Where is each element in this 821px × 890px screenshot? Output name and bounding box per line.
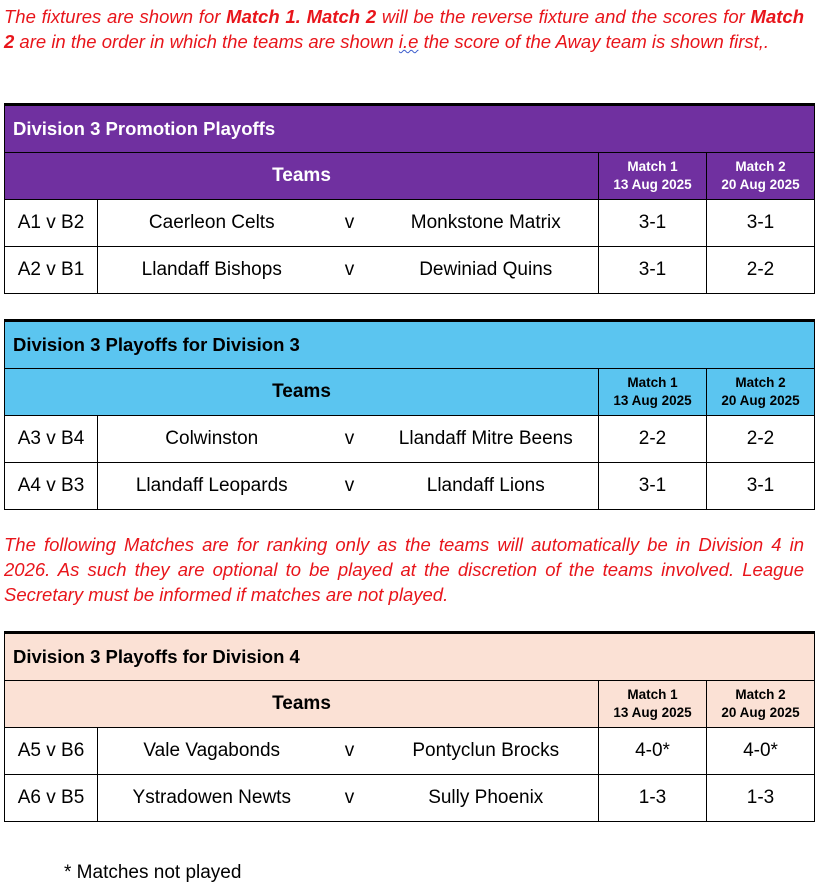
match2-header: Match 2 20 Aug 2025 (707, 153, 815, 200)
home-team: Colwinston (98, 416, 326, 463)
table-title: Division 3 Playoffs for Division 4 (5, 633, 815, 681)
away-team: Dewiniad Quins (374, 247, 599, 294)
match1-score: 3-1 (599, 200, 707, 247)
fixture-code: A3 v B4 (5, 416, 98, 463)
table-row (5, 775, 815, 822)
home-team: Vale Vagabonds (98, 728, 326, 775)
fixture-code: A5 v B6 (5, 728, 98, 775)
footnote: * Matches not played (64, 862, 242, 883)
versus: v (326, 200, 374, 247)
match2-header: Match 2 20 Aug 2025 (707, 369, 815, 416)
fixtures-note: The fixtures are shown for Match 1. Match 2 will be the reverse fixture and the scores for Match 2 are in the order in which the teams are shown i.e the score of the Away team is shown first,. (4, 6, 804, 52)
versus: v (326, 247, 374, 294)
match2-score: 4-0* (707, 728, 815, 775)
fixture-code: A2 v B1 (5, 247, 98, 294)
versus: v (326, 775, 374, 822)
fixture-code: A1 v B2 (5, 200, 98, 247)
match1-header: Match 1 13 Aug 2025 (599, 681, 707, 728)
away-team: Monkstone Matrix (374, 200, 599, 247)
match1-header: Match 1 13 Aug 2025 (599, 369, 707, 416)
match1-score: 2-2 (599, 416, 707, 463)
home-team: Llandaff Leopards (98, 463, 326, 510)
away-team: Pontyclun Brocks (374, 728, 599, 775)
home-team: Caerleon Celts (98, 200, 326, 247)
teams-header: Teams (5, 153, 599, 200)
versus: v (326, 728, 374, 775)
division3-playoffs-table (4, 319, 815, 510)
versus: v (326, 416, 374, 463)
table-row (5, 463, 815, 510)
table-row (5, 200, 815, 247)
away-team: Llandaff Lions (374, 463, 599, 510)
table-row (5, 247, 815, 294)
match1-header: Match 1 13 Aug 2025 (599, 153, 707, 200)
table-row (5, 728, 815, 775)
match1-score: 1-3 (599, 775, 707, 822)
away-team: Llandaff Mitre Beens (374, 416, 599, 463)
match2-score: 3-1 (707, 200, 815, 247)
fixture-code: A4 v B3 (5, 463, 98, 510)
table-title: Division 3 Playoffs for Division 3 (5, 321, 815, 369)
match2-score: 1-3 (707, 775, 815, 822)
away-team: Sully Phoenix (374, 775, 599, 822)
ranking-note: The following Matches are for ranking only as the teams will automatically be in Division 4 in 2026. As such they are optional to be played at the discretion of the teams involved. League Secretary must be informed if matches are not played. (4, 534, 804, 605)
table-title: Division 3 Promotion Playoffs (5, 105, 815, 153)
match2-header: Match 2 20 Aug 2025 (707, 681, 815, 728)
match1-score: 3-1 (599, 247, 707, 294)
teams-header: Teams (5, 369, 599, 416)
table-row (5, 416, 815, 463)
promotion-playoffs-table (4, 103, 815, 294)
match1-score: 3-1 (599, 463, 707, 510)
match2-score: 3-1 (707, 463, 815, 510)
teams-header: Teams (5, 681, 599, 728)
match2-score: 2-2 (707, 416, 815, 463)
fixture-code: A6 v B5 (5, 775, 98, 822)
home-team: Ystradowen Newts (98, 775, 326, 822)
match2-score: 2-2 (707, 247, 815, 294)
versus: v (326, 463, 374, 510)
home-team: Llandaff Bishops (98, 247, 326, 294)
match1-score: 4-0* (599, 728, 707, 775)
division4-playoffs-table (4, 631, 815, 822)
